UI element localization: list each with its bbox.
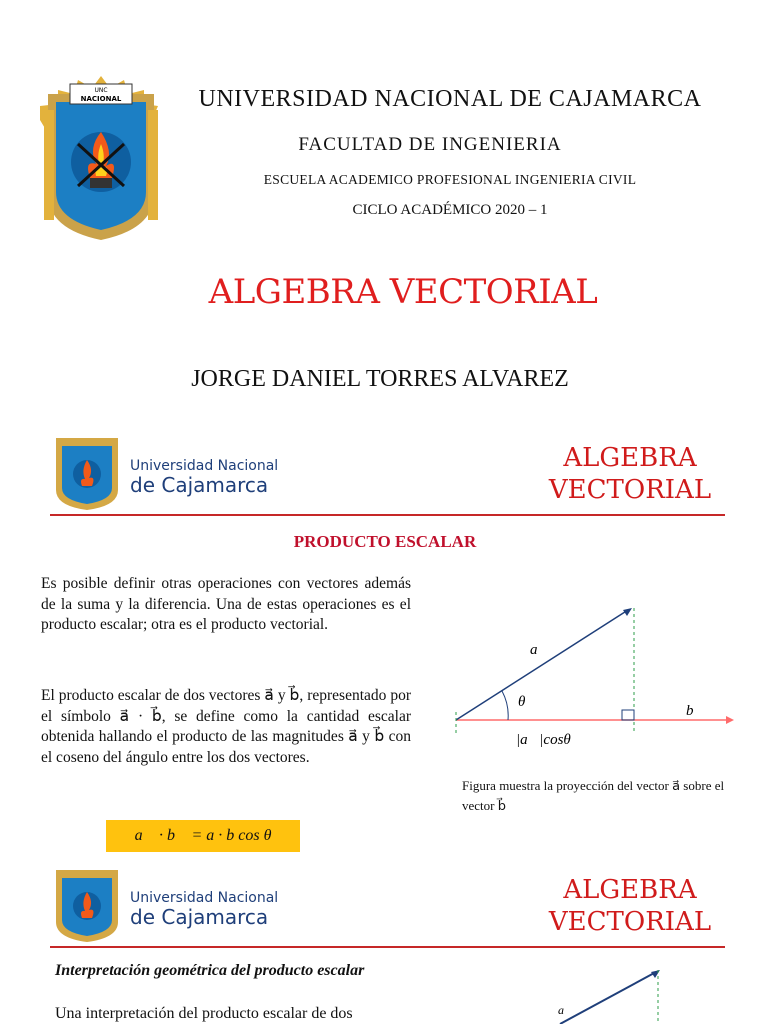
university-line-2: de Cajamarca xyxy=(130,473,269,497)
author-name: JORGE DANIEL TORRES ALVAREZ xyxy=(191,366,569,392)
university-line-1: Universidad Nacional xyxy=(130,458,279,474)
interpretation-text: Una interpretación del producto escalar de dos xyxy=(55,1005,353,1022)
academic-cycle: CICLO ACADÉMICO 2020 – 1 xyxy=(352,202,548,218)
label-a: a⃗ xyxy=(530,642,550,658)
slide-title-line-1: ALGEBRA xyxy=(563,443,697,473)
figure-caption: Figura muestra la proyección del vector a⃗ sobre el vector b⃗ xyxy=(462,778,725,813)
label-theta: θ xyxy=(518,694,526,710)
label-b: b⃗ xyxy=(686,703,706,719)
slide-title-line-1: ALGEBRA xyxy=(563,875,697,905)
university-name: UNIVERSIDAD NACIONAL DE CAJAMARCA xyxy=(198,86,702,112)
vector-a-line xyxy=(456,610,628,720)
angle-arc xyxy=(502,691,508,720)
section-heading: PRODUCTO ESCALAR xyxy=(293,532,477,551)
slide-university-name xyxy=(130,458,278,496)
intro-paragraph: Es posible definir otras operaciones con vectores además de la suma y la diferencia. Una de estas operaciones es el producto escalar; otra es el producto vectorial. xyxy=(41,575,411,633)
header-divider xyxy=(50,514,725,516)
interpretation-heading: Interpretación geométrica del producto escalar xyxy=(55,962,365,979)
university-logo-icon xyxy=(54,436,120,512)
definition-paragraph: El producto escalar de dos vectores a⃗ y b⃗, representado por el símbolo a⃗ · b⃗, se define como la cantidad escalar obtenida hallando el producto de las magnitudes a⃗ y b⃗ con el coseno del ángulo entre los dos vectores. xyxy=(41,687,411,766)
slide-university-name xyxy=(130,890,278,928)
university-logo-icon xyxy=(54,868,120,944)
vector-b-arrowhead xyxy=(726,716,734,724)
label-a: a⃗ xyxy=(558,1003,574,1017)
svg-text:NACIONAL: NACIONAL xyxy=(80,95,122,103)
vector-a-line xyxy=(560,972,656,1024)
dot-product-formula: a⃗ · b⃗ = a · b cos θ xyxy=(106,820,300,852)
projection-figure xyxy=(450,600,740,750)
university-line-1: Universidad Nacional xyxy=(130,890,279,906)
document-title: ALGEBRA VECTORIAL xyxy=(208,272,598,312)
interpretation-figure xyxy=(520,964,680,1024)
slide-title-line-2: VECTORIAL xyxy=(548,907,712,937)
label-projection: |a⃗|cosθ xyxy=(516,732,571,748)
svg-text:UNC: UNC xyxy=(94,87,108,94)
slide-title xyxy=(540,442,720,506)
slide-title xyxy=(540,874,720,938)
slide-title-line-2: VECTORIAL xyxy=(548,475,712,505)
faculty-name: FACULTAD DE INGENIERIA xyxy=(298,134,562,155)
vector-a-arrowhead xyxy=(623,608,632,616)
university-line-2: de Cajamarca xyxy=(130,905,269,929)
right-angle-mark xyxy=(622,710,634,720)
school-name: ESCUELA ACADEMICO PROFESIONAL INGENIERIA CIVIL xyxy=(263,172,637,187)
header-divider xyxy=(50,946,725,948)
